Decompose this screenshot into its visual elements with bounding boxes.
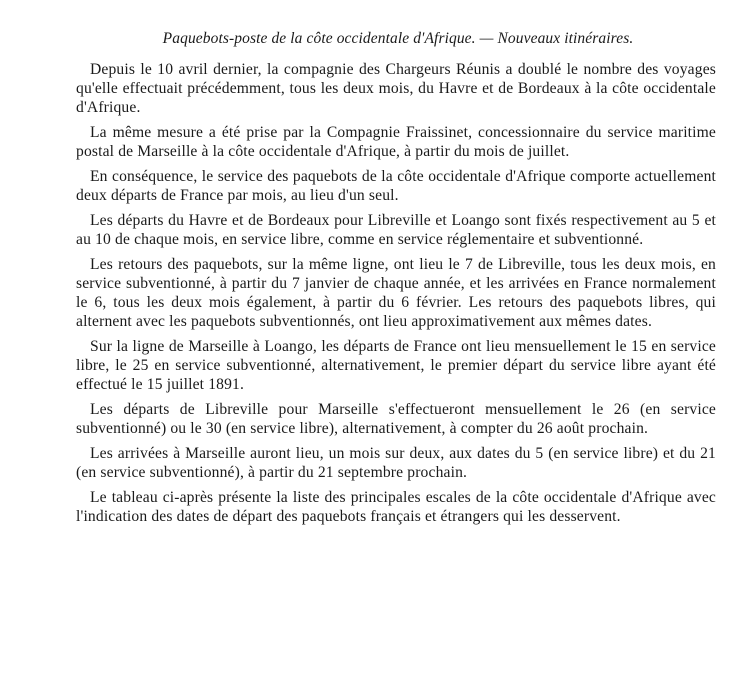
paragraph-4: Les départs du Havre et de Bordeaux pour Libreville et Loango sont fixés respectivement au 5 et au 10 de chaque mois, en service libre, comme en service réglementaire et subventionné.: [76, 212, 716, 248]
document-page: [76, 30, 716, 532]
paragraph-5: Les retours des paquebots, sur la même ligne, ont lieu le 7 de Libreville, tous les deux mois, en service subventionné, à partir du 7 janvier de chaque année, et les arrivées en France normalement le 6, tous les deux mois également, à partir du 6 février. Les retours des paquebots libres, qui alternent avec les paquebots subventionnés, ont lieu approximativement aux mêmes dates.: [76, 256, 716, 330]
paragraph-3: En conséquence, le service des paquebots de la côte occidentale d'Afrique comporte actuellement deux départs de France par mois, au lieu d'un seul.: [76, 168, 716, 204]
paragraph-6: Sur la ligne de Marseille à Loango, les départs de France ont lieu mensuellement le 15 en service libre, le 25 en service subventionné, alternativement, le premier départ du service libre ayant été effectué le 15 juillet 1891.: [76, 338, 716, 393]
paragraph-2: La même mesure a été prise par la Compagnie Fraissinet, concessionnaire du service maritime postal de Marseille à la côte occidentale d'Afrique, à partir du mois de juillet.: [76, 124, 716, 160]
document-title: Paquebots-poste de la côte occidentale d'Afrique. — Nouveaux itinéraires.: [162, 30, 634, 47]
paragraph-7: Les départs de Libreville pour Marseille s'effectueront mensuellement le 26 (en service subventionné) ou le 30 (en service libre), alternativement, à compter du 26 août prochain.: [76, 401, 716, 437]
paragraph-1: Depuis le 10 avril dernier, la compagnie des Chargeurs Réunis a doublé le nombre des voyages qu'elle effectuait précédemment, tous les deux mois, du Havre et de Bordeaux à la côte occidentale d'Afrique.: [76, 61, 716, 116]
paragraph-8: Les arrivées à Marseille auront lieu, un mois sur deux, aux dates du 5 (en service libre) et du 21 (en service subventionné), à partir du 21 septembre prochain.: [76, 445, 716, 481]
paragraph-9: Le tableau ci-après présente la liste des principales escales de la côte occidentale d'Afrique avec l'indication des dates de départ des paquebots français et étrangers qui les desservent.: [76, 489, 716, 525]
